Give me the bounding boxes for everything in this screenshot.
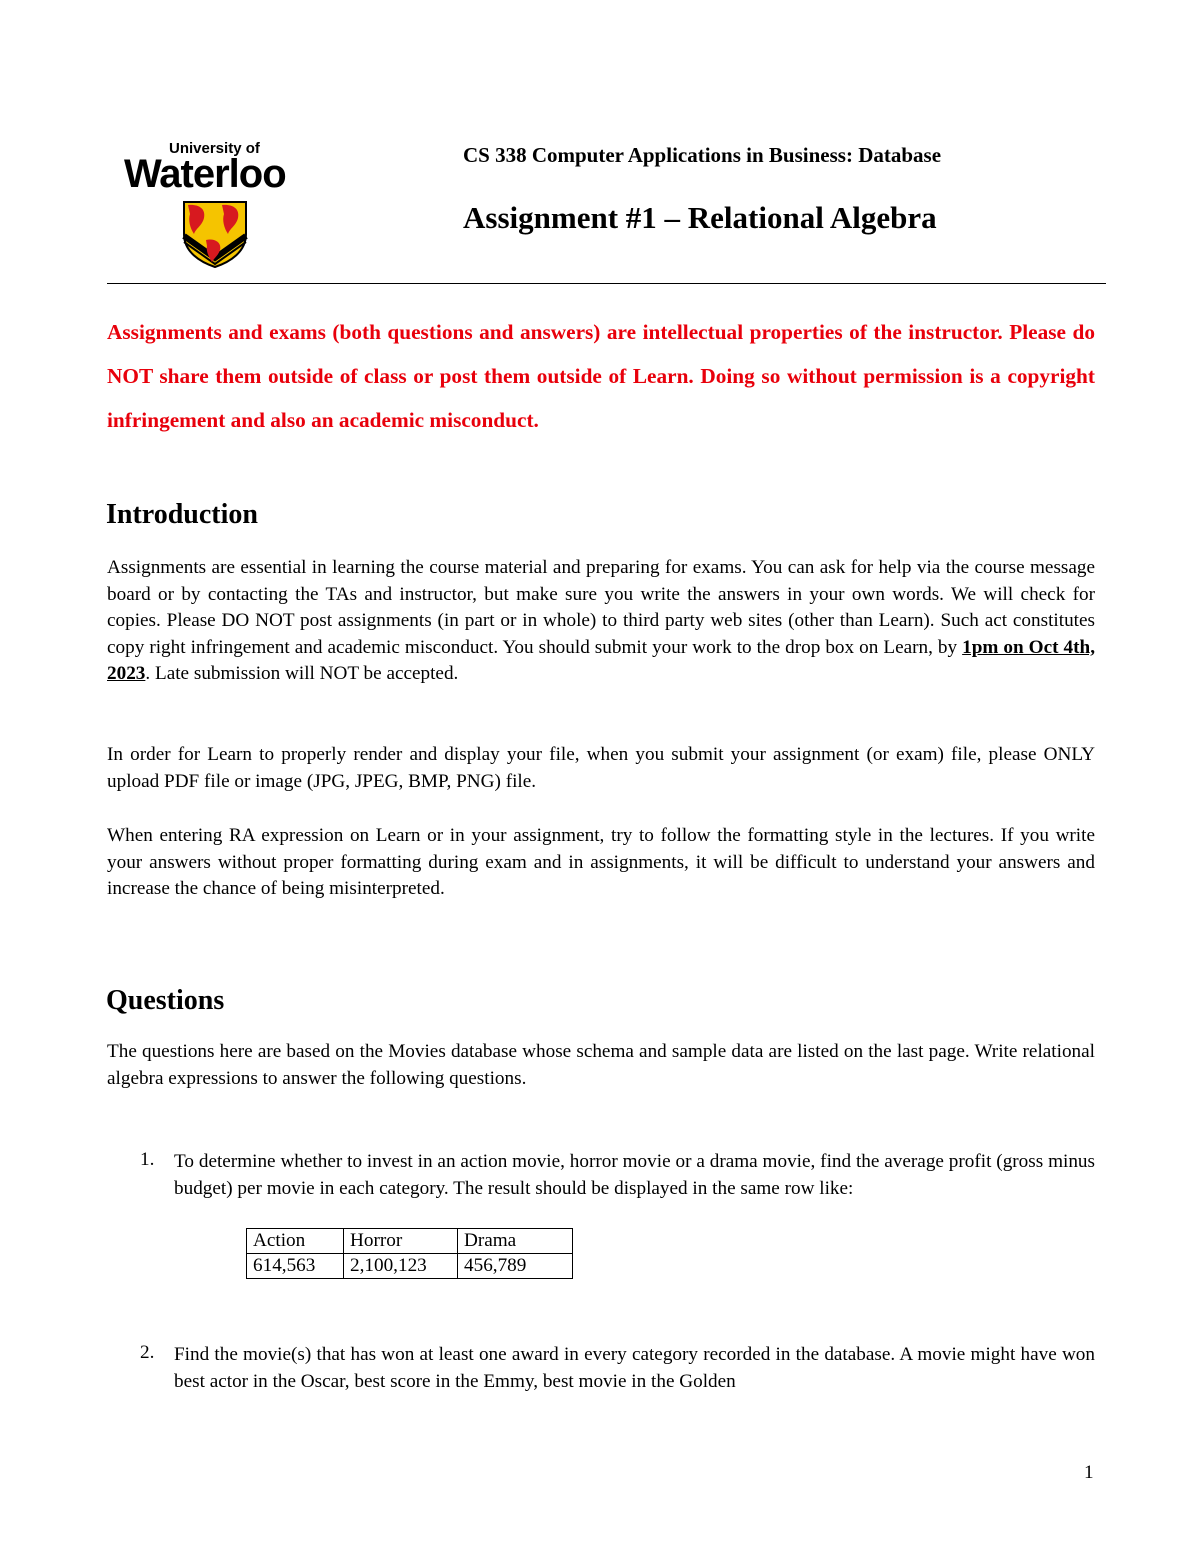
intro-text-before: Assignments are essential in learning the course material and preparing for exams. You can ask for help via the course message board or by contacting the TAs and instructor, but make sure you write the answers in your own words. We will check for copies. Please DO NOT post assignments (in part or in whole) to third party web sites (other than Learn). Such act constitutes copy right infringement and academic misconduct. You should submit your work to the drop box on Learn, by xyxy=(107,557,1095,658)
header-divider xyxy=(107,283,1106,284)
deadline: 1pm on Oct 4th, 2023 xyxy=(107,636,1095,684)
intro-paragraph-submission xyxy=(107,555,1095,688)
logo-small-text: University of xyxy=(169,140,260,157)
assignment-title: Assignment #1 – Relational Algebra xyxy=(463,200,937,235)
table-header-cell: Drama xyxy=(458,1229,573,1254)
crest-shield-icon xyxy=(182,200,248,268)
table-header-cell: Horror xyxy=(344,1229,458,1254)
example-result-table xyxy=(246,1228,573,1279)
question-1-number: 1. xyxy=(140,1149,155,1170)
table-header-cell: Action xyxy=(247,1229,344,1254)
table-header-row xyxy=(247,1229,573,1254)
copyright-warning: Assignments and exams (both questions and answers) are intellectual properties of the instructor. Please do NOT share them outside of class or post them outside of Learn. Doing so without permission is a copyright infringement and also an academic misconduct. xyxy=(107,320,1095,432)
question-2-text: Find the movie(s) that has won at least one award in every category recorded in the database. A movie might have won best actor in the Oscar, best score in the Emmy, best movie in the Golden xyxy=(174,1344,1095,1392)
questions-heading: Questions xyxy=(106,985,225,1016)
question-1-text: To determine whether to invest in an action movie, horror movie or a drama movie, find the average profit (gross minus budget) per movie in each category. The result should be displayed in the same row like: xyxy=(174,1151,1095,1199)
university-logo xyxy=(121,140,311,270)
introduction-heading: Introduction xyxy=(106,499,258,530)
table-row xyxy=(247,1254,573,1279)
table-cell: 2,100,123 xyxy=(344,1254,458,1279)
table-cell: 614,563 xyxy=(247,1254,344,1279)
intro-paragraph-formatting: When entering RA expression on Learn or in your assignment, try to follow the formatting style in the lectures. If you write your answers without proper formatting during exam and in assignments, it will be difficult to understand your answers and increase the chance of being misinterpreted. xyxy=(107,825,1095,899)
question-2-number: 2. xyxy=(140,1342,155,1363)
logo-wordmark: Waterloo xyxy=(124,152,286,196)
intro-paragraph-file-format: In order for Learn to properly render and display your file, when you submit your assignment (or exam) file, please ONLY upload PDF file or image (JPG, JPEG, BMP, PNG) file. xyxy=(107,744,1095,792)
course-title: CS 338 Computer Applications in Business: Database xyxy=(463,143,942,167)
page-number: 1 xyxy=(1084,1462,1094,1483)
intro-text-after: . Late submission will NOT be accepted. xyxy=(145,663,459,684)
table-cell: 456,789 xyxy=(458,1254,573,1279)
questions-intro: The questions here are based on the Movies database whose schema and sample data are listed on the last page. Write relational algebra expressions to answer the following questions. xyxy=(107,1041,1095,1089)
